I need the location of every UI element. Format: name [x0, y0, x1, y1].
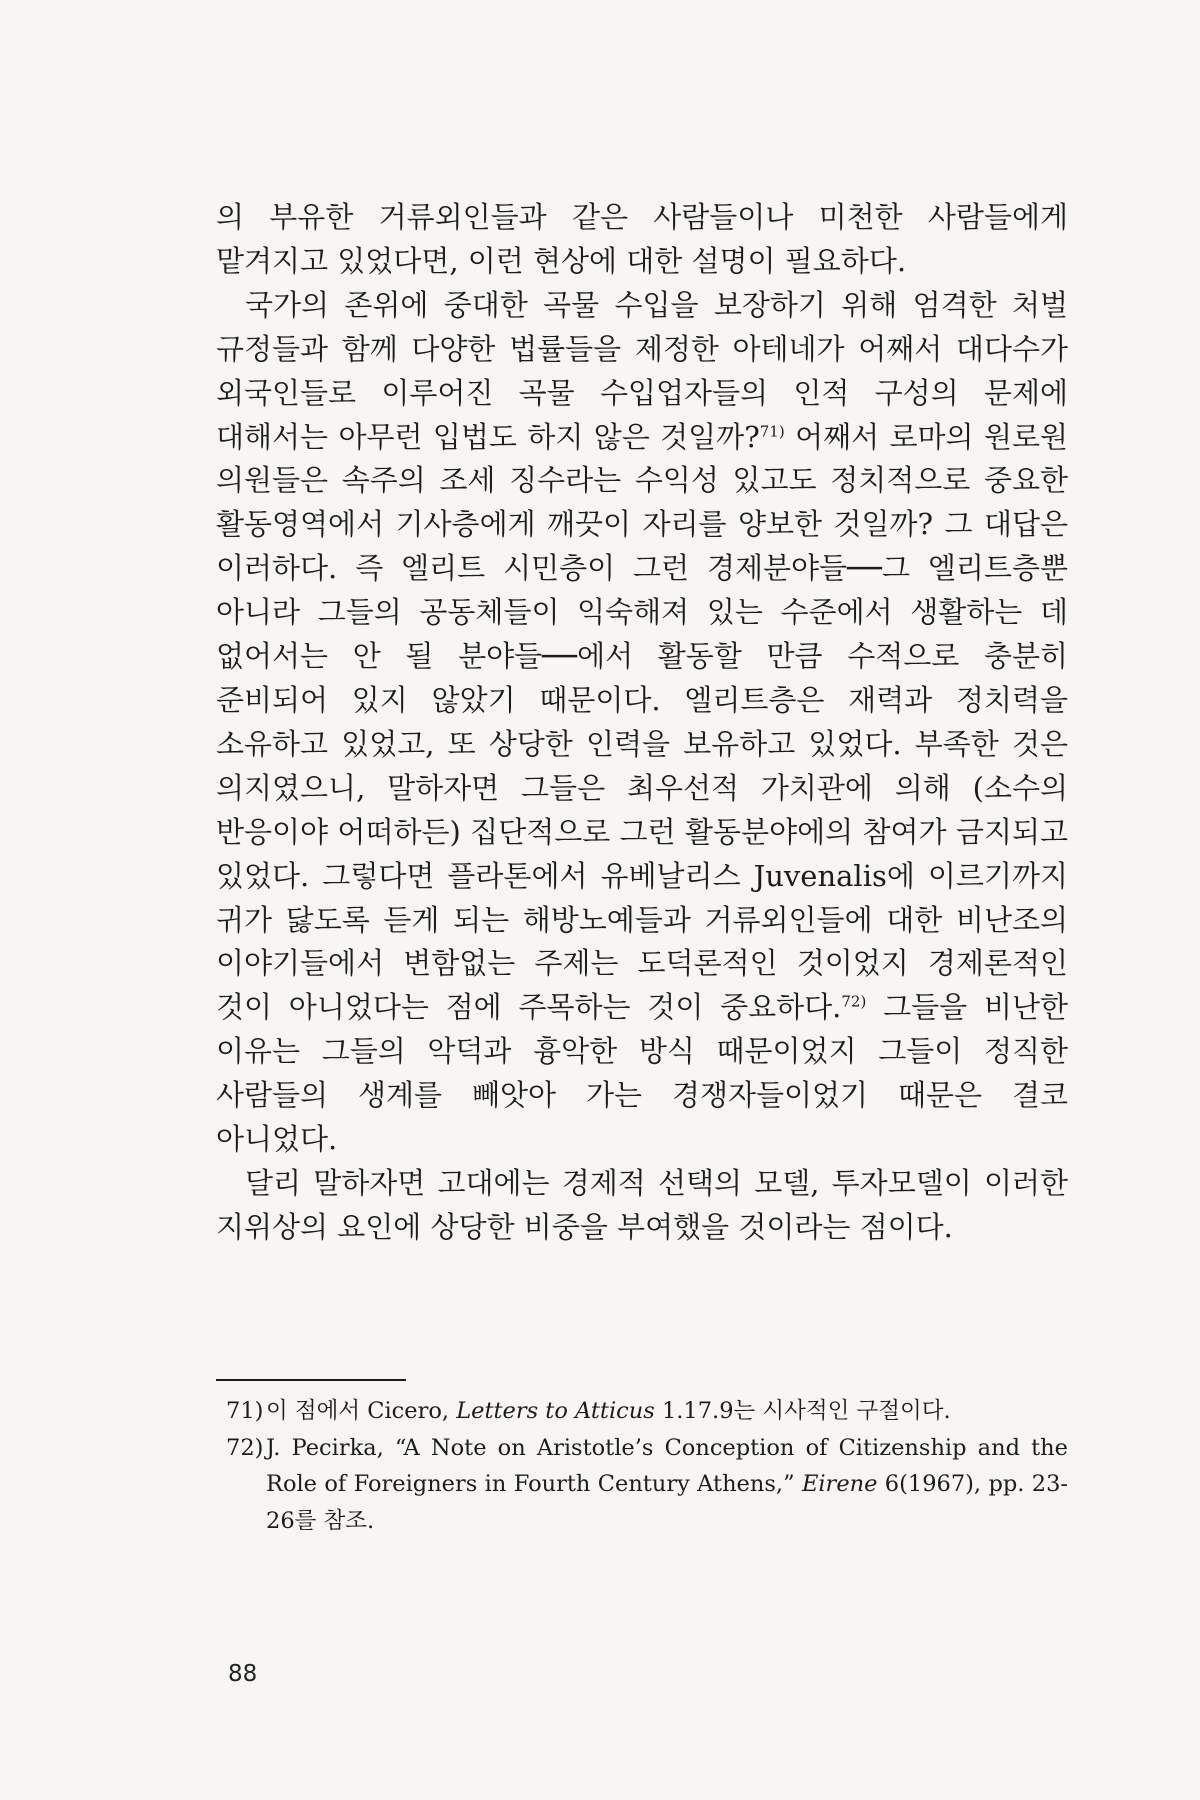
text-segment: 어째서 로마의 원로원 의원들은 속주의 조세 징수라는 수익성 있고도 정치적으로 중요한 활동영역에서 기사층에게 깨끗이 자리를 양보한 것일까? 그 대답은 이러하다. 즉 엘리트 시민층이 그런 경제분야들──그 엘리트층뿐 아니라 그들의 공동체들이 익숙해져 있는 수준에서 생활하는 데 없어서는 안 될 분야들──에서 활동할 만큼 수적으로 충분히 준비되어 있지 않았기 때문이다. 엘리트층은 재력과 정치력을 소유하고 있었고, 또 상당한 인력을 보유하고 있었다. 부족한 것은 의지였으니, 말하자면 그들은 최우선적 가치관에 의해 (소수의 반응이야 어떠하든) 집단적으로 그런 활동분야에의 참여가 금지되고 있었다. 그렇다면 플라톤에서 유베날리스 Juvenalis에 이르기까지 귀가 닳도록 듣게 되는 해방노예들과 거류외인들에 대한 비난조의 이야기들에서 변함없는 주제는 도덕론적인 것이었지 경제론적인 것이 아니었다는 점에 주목하는 것이 중요하다. — [216, 419, 1068, 1025]
text-segment: 의 부유한 거류외인들과 같은 사람들이나 미천한 사람들에게 맡겨지고 있었다면, 이런 현상에 대한 설명이 필요하다. — [216, 200, 1068, 278]
text-segment: 6(1967), pp. 23-26를 참조. — [266, 1471, 1069, 1534]
text-segment: 그들을 비난한 이유는 그들의 악덕과 흉악한 방식 때문이었지 그들이 정직한 사람들의 생계를 빼앗아 가는 경쟁자들이었기 때문은 결코 아니었다. — [216, 990, 1068, 1157]
footnote-marker: 71) — [759, 421, 785, 440]
text-segment: 이 점에서 Cicero, — [266, 1398, 457, 1424]
footnote-text — [266, 1435, 1068, 1534]
text-segment: J. Pecirka, “A Note on Aristotle’s Conception of Citizenship and the Role of Foreigners in Fourth Century Athens,” — [266, 1434, 1068, 1497]
body-text — [216, 196, 1068, 1250]
paragraph — [216, 284, 1068, 1162]
page-number: 88 — [228, 1661, 258, 1687]
footnote-text — [266, 1398, 951, 1424]
text-segment: 1.17.9는 시사적인 구절이다. — [654, 1398, 951, 1424]
footnote-divider — [216, 1379, 406, 1381]
paragraph — [216, 196, 1068, 284]
footnote — [226, 1393, 1068, 1430]
footnotes — [226, 1393, 1068, 1539]
footnote-number: 71) — [226, 1398, 264, 1424]
italic-title: Letters to Atticus — [456, 1398, 655, 1424]
text-segment: 달리 말하자면 고대에는 경제적 선택의 모델, 투자모델이 이러한 지위상의 요인에 상당한 비중을 부여했을 것이라는 점이다. — [216, 1165, 1068, 1244]
italic-title: Eirene — [801, 1471, 878, 1497]
text-segment: 국가의 존위에 중대한 곡물 수입을 보장하기 위해 엄격한 처벌 규정들과 함께 다양한 법률들을 제정한 아테네가 어째서 대다수가 외국인들로 이루어진 곡물 수입업자들의 인적 구성의 문제에 대해서는 아무런 입법도 하지 않은 것일까? — [216, 287, 1068, 454]
footnote — [226, 1430, 1068, 1540]
footnote-marker: 72) — [841, 992, 867, 1011]
footnote-number: 72) — [226, 1434, 264, 1461]
paragraph — [216, 1162, 1068, 1250]
